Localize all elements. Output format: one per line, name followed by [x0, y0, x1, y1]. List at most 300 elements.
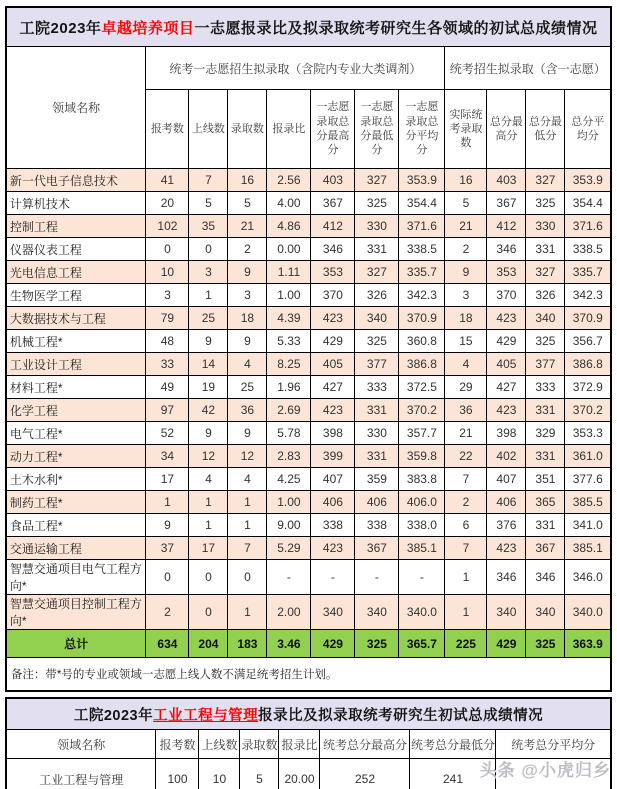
field-name-cell: 材料工程* [6, 376, 146, 399]
group-header-first-choice: 统考一志愿招生拟录取（含院内专业大类调剂） [146, 47, 445, 90]
table-row [6, 330, 611, 353]
title-suffix: 一志愿报录比及拟录取统考研究生各领域的初试总成绩情况 [194, 19, 598, 37]
value-cell: 427 [311, 376, 355, 399]
col2-header-avg: 统考总分平均分 [496, 730, 611, 759]
value-cell: 9 [228, 330, 267, 353]
value-cell: 351 [526, 468, 565, 491]
table-row [6, 169, 611, 192]
value-cell: 7 [445, 537, 487, 560]
value-cell: 241 [410, 759, 496, 789]
value-cell: 10 [146, 261, 189, 284]
field-name-header: 领域名称 [6, 47, 146, 169]
table-row [6, 353, 611, 376]
value-cell: 3 [445, 284, 487, 307]
table-row [6, 514, 611, 537]
value-cell: - [399, 560, 445, 595]
value-cell: 1 [445, 560, 487, 595]
value-cell: 340 [526, 307, 565, 330]
value-cell: 1 [445, 595, 487, 630]
value-cell: 5 [228, 192, 267, 215]
value-cell: 403 [311, 169, 355, 192]
value-cell: 6 [445, 514, 487, 537]
group-header-overall: 统考招生拟录取（含一志愿） [445, 47, 611, 90]
field-name-cell: 智慧交通项目电气工程方向* [6, 560, 146, 595]
value-cell: 338 [355, 514, 399, 537]
title-highlight: 卓越培养项目 [101, 19, 195, 37]
col-header-max: 总分最高分 [487, 90, 526, 169]
excellence-program-table [5, 6, 612, 692]
value-cell: 331 [526, 238, 565, 261]
total-row [6, 630, 611, 658]
table-row [6, 192, 611, 215]
value-cell: 342.3 [565, 284, 611, 307]
field-name-cell: 控制工程 [6, 215, 146, 238]
field-name-cell: 工业工程与管理 [6, 759, 156, 789]
value-cell: 48 [146, 330, 189, 353]
field-name-cell: 食品工程* [6, 514, 146, 537]
value-cell: 367 [311, 192, 355, 215]
value-cell: 331 [355, 238, 399, 261]
value-cell: 372.9 [565, 376, 611, 399]
value-cell: 325 [526, 330, 565, 353]
value-cell: 341.0 [565, 514, 611, 537]
value-cell: 5.78 [267, 422, 311, 445]
field-name-cell: 机械工程* [6, 330, 146, 353]
value-cell: 342.3 [399, 284, 445, 307]
value-cell: 327 [355, 261, 399, 284]
value-cell: 372.5 [399, 376, 445, 399]
value-cell: 383.8 [399, 468, 445, 491]
value-cell: 37 [146, 537, 189, 560]
value-cell: 370 [311, 284, 355, 307]
value-cell: 21 [445, 215, 487, 238]
note-row [6, 658, 611, 692]
value-cell: 102 [146, 215, 189, 238]
value-cell: 405 [311, 353, 355, 376]
value-cell: 325 [355, 192, 399, 215]
value-cell: 429 [487, 330, 526, 353]
value-cell: 405 [487, 353, 526, 376]
value-cell: 9 [146, 514, 189, 537]
value-cell: 7 [189, 169, 228, 192]
table-note: 备注：带*号的专业或领域一志愿上线人数不满足统考招生计划。 [6, 658, 611, 692]
value-cell: 2 [228, 238, 267, 261]
table-row [6, 215, 611, 238]
value-cell: 406 [355, 491, 399, 514]
value-cell: 353.3 [565, 422, 611, 445]
value-cell: 9 [445, 261, 487, 284]
value-cell: 406 [311, 491, 355, 514]
col-header-fc-min: 一志愿录取总分最低分 [355, 90, 399, 169]
value-cell: 21 [445, 422, 487, 445]
value-cell: 3 [228, 284, 267, 307]
value-cell: 338.0 [399, 514, 445, 537]
value-cell: 398 [311, 422, 355, 445]
value-cell: 20 [146, 192, 189, 215]
value-cell: 15 [445, 330, 487, 353]
value-cell: 386.8 [399, 353, 445, 376]
value-cell: 52 [146, 422, 189, 445]
title2-prefix: 工院2023年 [73, 707, 154, 724]
col2-header-ratio: 报录比 [279, 730, 320, 759]
table-row [6, 261, 611, 284]
total-value: 429 [487, 630, 526, 658]
value-cell: 327 [355, 169, 399, 192]
value-cell: 9 [228, 261, 267, 284]
value-cell: 4 [189, 468, 228, 491]
value-cell: 9.00 [267, 514, 311, 537]
value-cell: 370.9 [399, 307, 445, 330]
table-row [6, 238, 611, 261]
col2-header-field: 领域名称 [6, 730, 156, 759]
value-cell: 327 [526, 169, 565, 192]
value-cell: 0 [146, 560, 189, 595]
value-cell: 359 [355, 468, 399, 491]
col-header-ratio: 报录比 [267, 90, 311, 169]
table-row [6, 491, 611, 514]
value-cell: 41 [146, 169, 189, 192]
value-cell: 361.0 [565, 445, 611, 468]
value-cell: 367 [526, 537, 565, 560]
value-cell: 25 [228, 376, 267, 399]
value-cell: 346 [487, 238, 526, 261]
table-row [6, 595, 611, 630]
value-cell: 406 [487, 491, 526, 514]
field-name-cell: 化学工程 [6, 399, 146, 422]
total-value: 365.7 [399, 630, 445, 658]
value-cell: 354.4 [399, 192, 445, 215]
value-cell: 2.56 [267, 169, 311, 192]
field-name-cell: 智慧交通项目控制工程方向* [6, 595, 146, 630]
field-name-cell: 生物医学工程 [6, 284, 146, 307]
value-cell: 35 [189, 215, 228, 238]
value-cell: 16 [228, 169, 267, 192]
value-cell: 423 [487, 399, 526, 422]
value-cell: 4.00 [267, 192, 311, 215]
value-cell: 377 [355, 353, 399, 376]
value-cell: 370 [487, 284, 526, 307]
value-cell: 353 [311, 261, 355, 284]
value-cell: 346 [487, 560, 526, 595]
value-cell: 359.8 [399, 445, 445, 468]
value-cell: 338.5 [565, 238, 611, 261]
value-cell: 333 [526, 376, 565, 399]
col-header-above-line: 上线数 [189, 90, 228, 169]
value-cell: 33 [146, 353, 189, 376]
value-cell: 2.83 [267, 445, 311, 468]
table1-title-row [6, 7, 611, 47]
value-cell: 338.5 [399, 238, 445, 261]
field-name-cell: 工业设计工程 [6, 353, 146, 376]
field-name-cell: 计算机技术 [6, 192, 146, 215]
value-cell: 385.5 [565, 491, 611, 514]
value-cell: 0.00 [267, 238, 311, 261]
value-cell: 4 [445, 353, 487, 376]
value-cell: 386.8 [565, 353, 611, 376]
value-cell: 20.00 [279, 759, 320, 789]
col-header-fc-max: 一志愿录取总分最高分 [311, 90, 355, 169]
value-cell: 0 [146, 238, 189, 261]
table-row [6, 284, 611, 307]
value-cell: 1.00 [267, 284, 311, 307]
value-cell: 412 [311, 215, 355, 238]
title2-suffix: 报录比及拟录取统考研究生初试总成绩情况 [258, 707, 544, 724]
col2-header-applicants: 报考数 [156, 730, 199, 759]
value-cell: 346.0 [565, 560, 611, 595]
value-cell: 12 [189, 445, 228, 468]
total-label: 总计 [6, 630, 146, 658]
toutiao-watermark: 头条 @小虎归乡 [479, 761, 611, 780]
value-cell: 398 [487, 422, 526, 445]
col2-header-min: 统考总分最低分 [410, 730, 496, 759]
value-cell: 4.25 [267, 468, 311, 491]
value-cell: 376 [487, 514, 526, 537]
value-cell: 4 [228, 468, 267, 491]
value-cell: 4.39 [267, 307, 311, 330]
field-name-cell: 仪器仪表工程 [6, 238, 146, 261]
value-cell: 1 [189, 514, 228, 537]
col2-header-admitted: 录取数 [240, 730, 279, 759]
value-cell: 340 [355, 595, 399, 630]
field-name-cell: 土木水利* [6, 468, 146, 491]
value-cell: 34 [146, 445, 189, 468]
table2-header-row [6, 730, 611, 759]
value-cell: 17 [189, 537, 228, 560]
value-cell: - [267, 560, 311, 595]
table-row [6, 399, 611, 422]
total-value: 3.46 [267, 630, 311, 658]
col-header-actual-admitted: 实际统考录取数 [445, 90, 487, 169]
value-cell: 7 [445, 468, 487, 491]
value-cell: 427 [487, 376, 526, 399]
field-name-cell: 交通运输工程 [6, 537, 146, 560]
value-cell: 367 [355, 537, 399, 560]
title2-highlight: 工业工程与管理 [153, 707, 259, 724]
value-cell: 377.6 [565, 468, 611, 491]
value-cell: 423 [311, 537, 355, 560]
value-cell: 10 [199, 759, 240, 789]
value-cell: 5.29 [267, 537, 311, 560]
value-cell: 356.7 [565, 330, 611, 353]
value-cell: 331 [526, 514, 565, 537]
value-cell: 371.6 [565, 215, 611, 238]
value-cell: 1 [228, 595, 267, 630]
value-cell: 1 [228, 514, 267, 537]
value-cell: 0 [189, 238, 228, 261]
value-cell: 5 [189, 192, 228, 215]
value-cell: 29 [445, 376, 487, 399]
value-cell: - [311, 560, 355, 595]
value-cell: 325 [526, 192, 565, 215]
value-cell: 7 [228, 537, 267, 560]
table2-body [6, 759, 611, 789]
value-cell: 12 [228, 445, 267, 468]
value-cell: 353.9 [399, 169, 445, 192]
value-cell: 100 [156, 759, 199, 789]
industrial-engineering-table [5, 697, 612, 789]
col-header-avg: 总分平均分 [565, 90, 611, 169]
value-cell: 329 [526, 422, 565, 445]
value-cell: 333 [355, 376, 399, 399]
table1-title [6, 7, 611, 47]
table2-title [6, 698, 611, 730]
value-cell: 385.1 [399, 537, 445, 560]
total-value: 325 [355, 630, 399, 658]
value-cell: 360.8 [399, 330, 445, 353]
value-cell: 1.00 [267, 491, 311, 514]
col-header-admitted: 录取数 [228, 90, 267, 169]
value-cell: 338 [311, 514, 355, 537]
value-cell: 14 [189, 353, 228, 376]
value-cell: 18 [445, 307, 487, 330]
value-cell: 326 [526, 284, 565, 307]
value-cell: 340.0 [399, 595, 445, 630]
value-cell: 330 [355, 422, 399, 445]
value-cell: 1.96 [267, 376, 311, 399]
col2-header-above-line: 上线数 [199, 730, 240, 759]
value-cell: 403 [487, 169, 526, 192]
value-cell: 252 [320, 759, 410, 789]
table-row [6, 422, 611, 445]
value-cell: 49 [146, 376, 189, 399]
value-cell: 19 [189, 376, 228, 399]
value-cell: 17 [146, 468, 189, 491]
value-cell: 79 [146, 307, 189, 330]
table-row [6, 537, 611, 560]
value-cell: 9 [228, 422, 267, 445]
value-cell: 0 [228, 560, 267, 595]
col-header-applicants: 报考数 [146, 90, 189, 169]
value-cell: 4 [228, 353, 267, 376]
value-cell: 377 [526, 353, 565, 376]
value-cell: 407 [311, 468, 355, 491]
table1-body [6, 169, 611, 630]
value-cell: 423 [311, 399, 355, 422]
value-cell: 331 [526, 399, 565, 422]
value-cell: 423 [487, 307, 526, 330]
value-cell: 340.0 [565, 595, 611, 630]
value-cell: 25 [189, 307, 228, 330]
value-cell: 22 [445, 445, 487, 468]
value-cell: 412 [487, 215, 526, 238]
value-cell: 18 [228, 307, 267, 330]
field-name-cell: 大数据技术与工程 [6, 307, 146, 330]
value-cell: 353.9 [565, 169, 611, 192]
value-cell: 327 [526, 261, 565, 284]
value-cell: 4.86 [267, 215, 311, 238]
value-cell: 406.0 [399, 491, 445, 514]
value-cell: 423 [311, 307, 355, 330]
value-cell: 1 [189, 491, 228, 514]
total-value: 634 [146, 630, 189, 658]
value-cell: 354.4 [565, 192, 611, 215]
value-cell: 385.1 [565, 537, 611, 560]
table-row [6, 445, 611, 468]
value-cell: 331 [355, 445, 399, 468]
value-cell: 331 [526, 445, 565, 468]
total-value: 325 [526, 630, 565, 658]
value-cell: 5.33 [267, 330, 311, 353]
value-cell: 357.7 [399, 422, 445, 445]
value-cell: - [355, 560, 399, 595]
table-row [6, 307, 611, 330]
value-cell: 370.9 [565, 307, 611, 330]
total-value: 183 [228, 630, 267, 658]
value-cell: 1 [228, 491, 267, 514]
value-cell: 399 [311, 445, 355, 468]
value-cell: 2.00 [267, 595, 311, 630]
value-cell: 0 [189, 560, 228, 595]
value-cell: 340 [311, 595, 355, 630]
value-cell: 367 [487, 192, 526, 215]
value-cell: 365 [526, 491, 565, 514]
value-cell: 42 [189, 399, 228, 422]
total-value: 363.9 [565, 630, 611, 658]
field-name-cell: 电气工程* [6, 422, 146, 445]
table1-footer [6, 630, 611, 692]
value-cell: 331 [355, 399, 399, 422]
value-cell: 9 [189, 422, 228, 445]
value-cell: 36 [228, 399, 267, 422]
value-cell: 330 [526, 215, 565, 238]
value-cell: 330 [355, 215, 399, 238]
value-cell: 371.6 [399, 215, 445, 238]
value-cell: 5 [445, 192, 487, 215]
total-value: 429 [311, 630, 355, 658]
value-cell: 36 [445, 399, 487, 422]
value-cell: 16 [445, 169, 487, 192]
value-cell: 423 [487, 537, 526, 560]
value-cell: 340 [487, 595, 526, 630]
col-header-min: 总分最低分 [526, 90, 565, 169]
value-cell: 1 [189, 284, 228, 307]
value-cell: 1 [146, 491, 189, 514]
field-name-cell: 制药工程* [6, 491, 146, 514]
value-cell: 3 [189, 261, 228, 284]
value-cell: 0 [189, 595, 228, 630]
value-cell: 326 [355, 284, 399, 307]
value-cell: 346 [526, 560, 565, 595]
value-cell: 346 [311, 238, 355, 261]
value-cell: 402 [487, 445, 526, 468]
value-cell: 429 [311, 330, 355, 353]
title-prefix: 工院2023年 [19, 19, 102, 37]
value-cell [496, 759, 611, 789]
field-name-cell: 动力工程* [6, 445, 146, 468]
col2-header-max: 统考总分最高分 [320, 730, 410, 759]
value-cell: 2 [445, 491, 487, 514]
value-cell: 8.25 [267, 353, 311, 376]
value-cell: 370.2 [399, 399, 445, 422]
value-cell: 5 [240, 759, 279, 789]
table-row [6, 560, 611, 595]
total-value: 204 [189, 630, 228, 658]
value-cell: 2 [445, 238, 487, 261]
table2-title-row [6, 698, 611, 730]
value-cell: 1.11 [267, 261, 311, 284]
value-cell: 21 [228, 215, 267, 238]
value-cell: 3 [146, 284, 189, 307]
field-name-cell: 光电信息工程 [6, 261, 146, 284]
value-cell: 353 [487, 261, 526, 284]
field-name-cell: 新一代电子信息技术 [6, 169, 146, 192]
value-cell: 340 [355, 307, 399, 330]
value-cell: 2 [146, 595, 189, 630]
value-cell: 370.2 [565, 399, 611, 422]
value-cell: 407 [487, 468, 526, 491]
total-value: 225 [445, 630, 487, 658]
value-cell: 325 [355, 330, 399, 353]
